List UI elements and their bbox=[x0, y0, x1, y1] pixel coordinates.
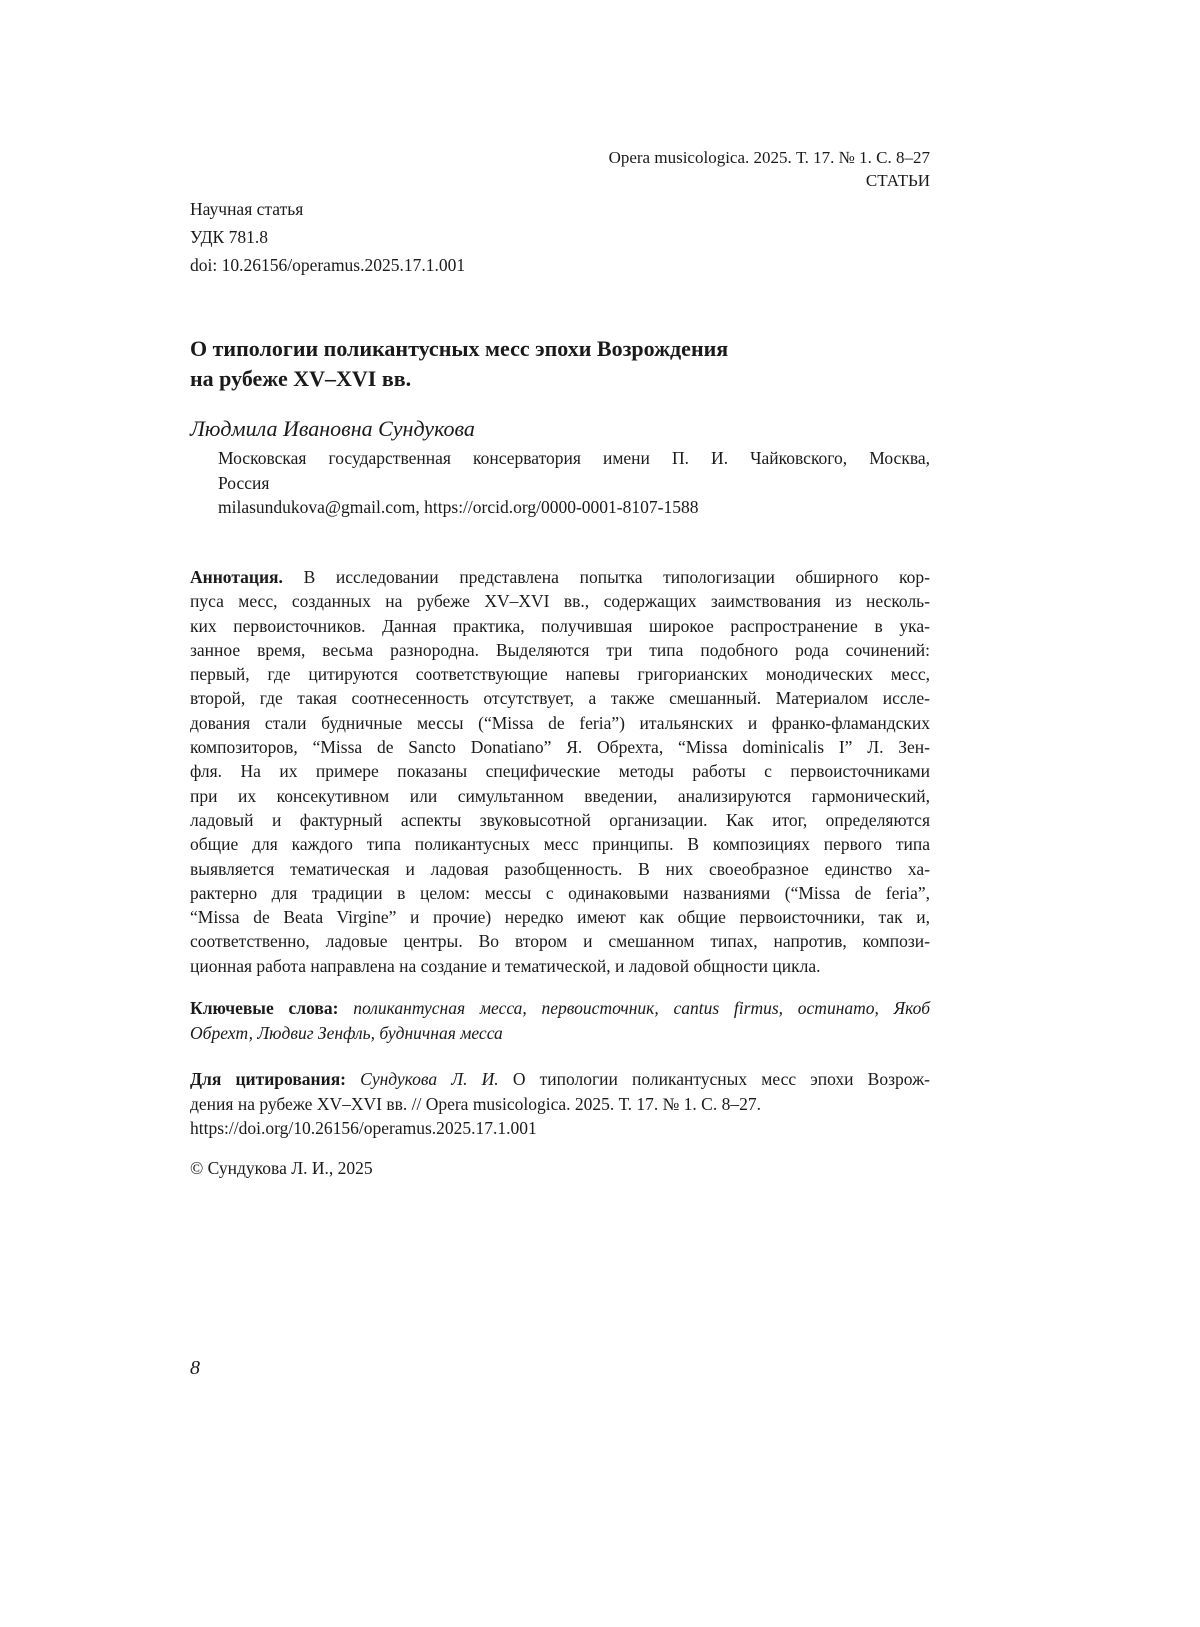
abstract-line: рактерно для традиции в целом: мессы с одинаковыми названиями (“Missa de feria”, bbox=[190, 881, 930, 905]
abstract-line: общие для каждого типа поликантусных месс принципы. В композициях первого типа bbox=[190, 832, 930, 856]
abstract-line: второй, где такая соотнесенность отсутствует, а также смешанный. Материалом иссле- bbox=[190, 686, 930, 710]
keywords-label: Ключевые слова: bbox=[190, 998, 338, 1018]
abstract-line: пуса месс, созданных на рубеже XV–XVI вв., содержащих заимствования из несколь- bbox=[190, 589, 930, 613]
copyright: © Сундукова Л. И., 2025 bbox=[190, 1158, 373, 1179]
author-affiliation bbox=[218, 446, 930, 520]
keywords-line: Обрехт, Людвиг Зенфль, будничная месса bbox=[190, 1021, 930, 1046]
page-number: 8 bbox=[190, 1357, 200, 1380]
keywords bbox=[190, 996, 930, 1045]
abstract-line: Аннотация. В исследовании представлена попытка типологизации обширного кор- bbox=[190, 565, 930, 589]
abstract-line: выявляется тематическая и ладовая разобщенность. В них своеобразное единство ха- bbox=[190, 857, 930, 881]
citation-author: Сундукова Л. И. bbox=[360, 1069, 499, 1089]
citation-line: Для цитирования: Сундукова Л. И. О типологии поликантусных месс эпохи Возрож- bbox=[190, 1067, 930, 1092]
abstract-line: композиторов, “Missa de Sancto Donatiano” Я. Обрехта, “Missa dominicalis I” Л. Зен- bbox=[190, 735, 930, 759]
journal-citation-line: Opera musicologica. 2025. Т. 17. № 1. С. 8–27 bbox=[609, 146, 930, 169]
citation bbox=[190, 1067, 930, 1141]
abstract-line: дования стали будничные мессы (“Missa de feria”) итальянских и франко-фламандских bbox=[190, 711, 930, 735]
citation-doi-link[interactable]: https://doi.org/10.26156/operamus.2025.17.1.001 bbox=[190, 1116, 930, 1141]
abstract-line: ладовый и фактурный аспекты звуковысотной организации. Как итог, определяются bbox=[190, 808, 930, 832]
abstract bbox=[190, 565, 930, 978]
doi: doi: 10.26156/operamus.2025.17.1.001 bbox=[190, 251, 465, 279]
abstract-line: ких первоисточников. Данная практика, получившая широкое распространение в ука- bbox=[190, 614, 930, 638]
citation-label: Для цитирования: bbox=[190, 1069, 346, 1089]
title-line: на рубеже XV–XVI вв. bbox=[190, 364, 728, 394]
keywords-line: Ключевые слова: поликантусная месса, первоисточник, cantus firmus, остинато, Якоб bbox=[190, 996, 930, 1021]
abstract-line: первый, где цитируются соответствующие напевы григорианских монодических месс, bbox=[190, 662, 930, 686]
abstract-line: “Missa de Beata Virgine” и прочие) нередко имеют как общие первоисточники, так и, bbox=[190, 905, 930, 929]
article-type: Научная статья bbox=[190, 195, 465, 223]
running-header bbox=[609, 146, 930, 192]
section-label: СТАТЬИ bbox=[609, 169, 930, 192]
article-title bbox=[190, 334, 728, 394]
abstract-line: фля. На их примере показаны специфические методы работы с первоисточниками bbox=[190, 759, 930, 783]
citation-line: дения на рубеже XV–XVI вв. // Opera musicologica. 2025. Т. 17. № 1. С. 8–27. bbox=[190, 1092, 930, 1117]
abstract-line: соответственно, ладовые центры. Во втором и смешанном типах, напротив, компози- bbox=[190, 929, 930, 953]
abstract-line: занное время, весьма разнородна. Выделяются три типа подобного рода сочинений: bbox=[190, 638, 930, 662]
udc-code: УДК 781.8 bbox=[190, 223, 465, 251]
author-name: Людмила Ивановна Сундукова bbox=[190, 416, 475, 442]
title-line: О типологии поликантусных месс эпохи Возрождения bbox=[190, 334, 728, 364]
author-contacts[interactable]: milasundukova@gmail.com, https://orcid.org/0000-0001-8107-1588 bbox=[218, 495, 930, 520]
abstract-line: ционная работа направлена на создание и тематической, и ладовой общности цикла. bbox=[190, 954, 930, 978]
abstract-line: при их консекутивном или симультанном введении, анализируются гармонический, bbox=[190, 784, 930, 808]
article-meta bbox=[190, 195, 465, 279]
affiliation-line: Московская государственная консерватория имени П. И. Чайковского, Москва, bbox=[218, 446, 930, 471]
affiliation-line: Россия bbox=[218, 471, 930, 496]
abstract-label: Аннотация. bbox=[190, 567, 283, 587]
